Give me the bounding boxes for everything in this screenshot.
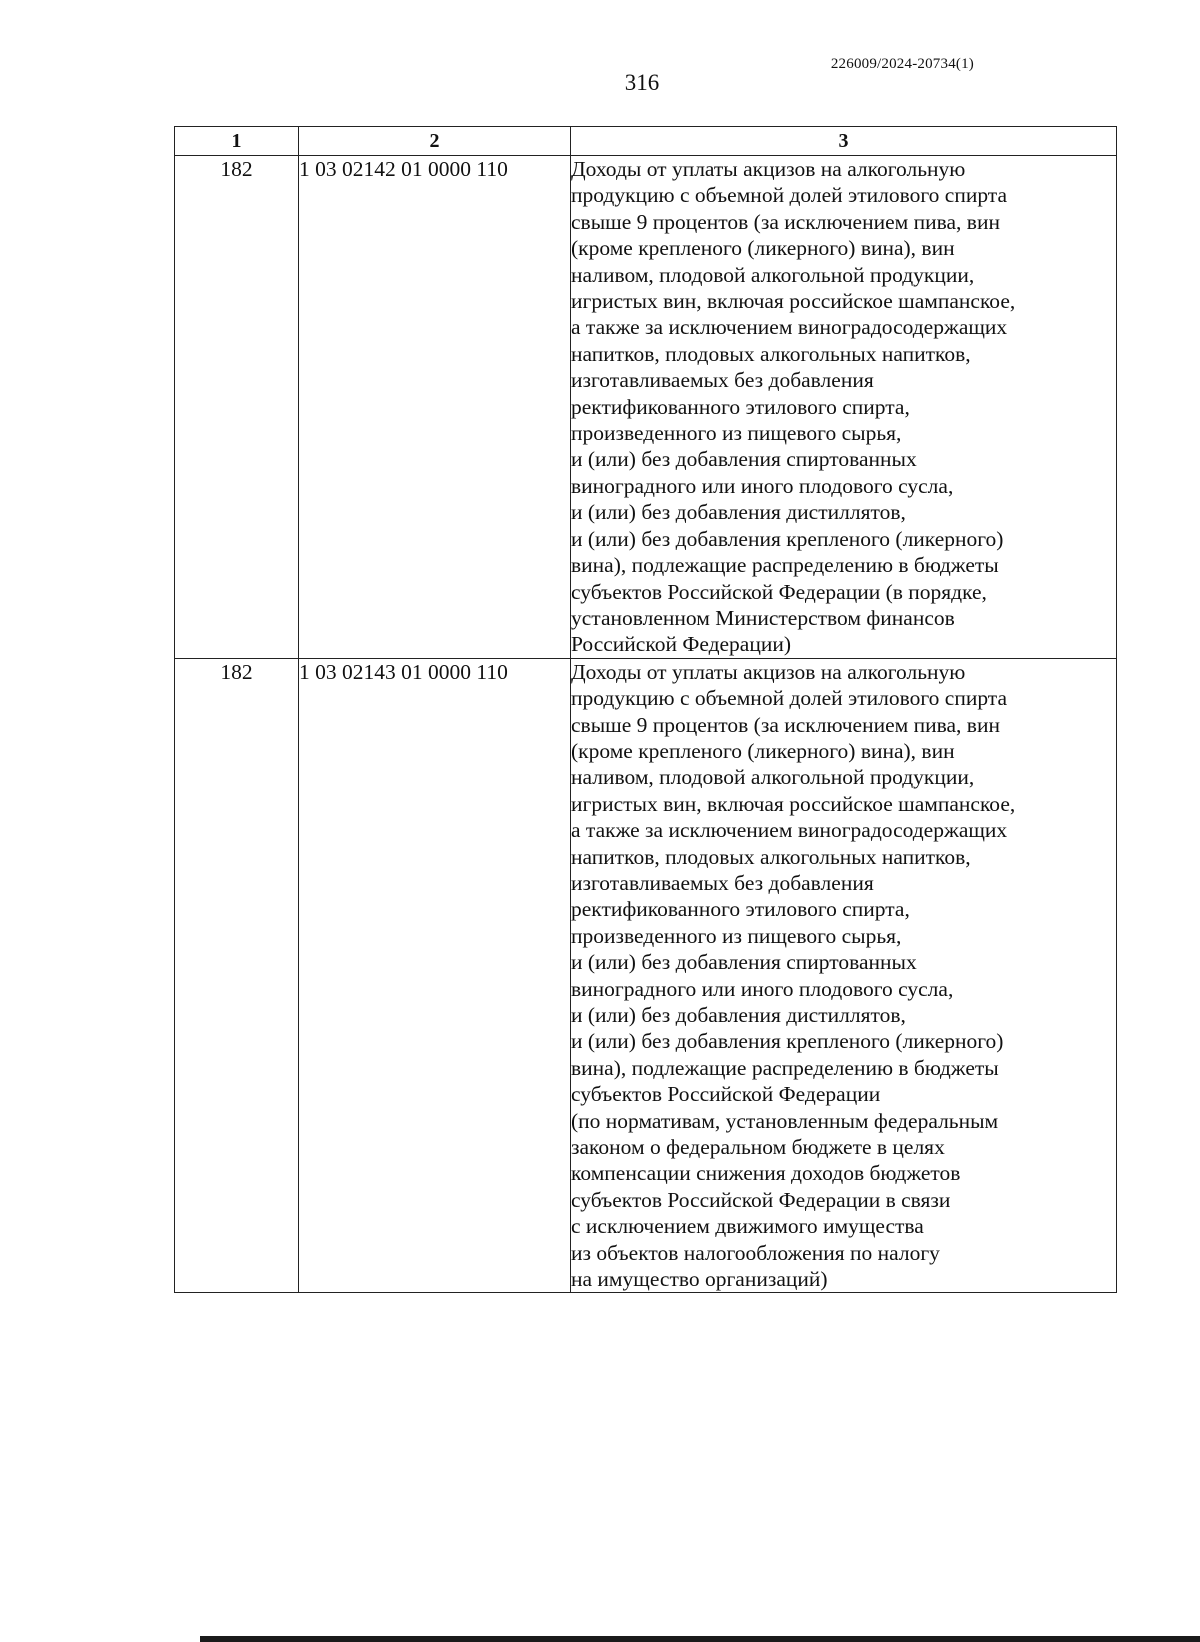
admin-code-cell: 182 [175, 156, 299, 659]
description-line: продукцию с объемной долей этилового спирта [571, 686, 1007, 711]
description-line: ректификованного этилового спирта, [571, 394, 910, 419]
description-line: и (или) без добавления крепленого (ликерного) [571, 1029, 1004, 1054]
description-line: и (или) без добавления спиртованных [571, 950, 917, 975]
description-line: изготавливаемых без добавления [571, 368, 874, 393]
description-line: субъектов Российской Федерации [571, 1082, 881, 1107]
description-line: Доходы от уплаты акцизов на алкогольную [571, 659, 966, 684]
table-body [175, 156, 1117, 1293]
description-line: продукцию с объемной долей этилового спирта [571, 183, 1007, 208]
description-line: из объектов налогообложения по налогу [571, 1240, 940, 1265]
description-line: напитков, плодовых алкогольных напитков, [571, 844, 971, 869]
scan-edge-bar [200, 1636, 1200, 1642]
description-cell [571, 156, 1117, 659]
description-line: напитков, плодовых алкогольных напитков, [571, 341, 971, 366]
admin-code-cell: 182 [175, 658, 299, 1293]
description-line: субъектов Российской Федерации (в порядке, [571, 579, 987, 604]
description-line: и (или) без добавления дистиллятов, [571, 500, 906, 525]
description-line: произведенного из пищевого сырья, [571, 421, 902, 446]
description-line: и (или) без добавления дистиллятов, [571, 1003, 906, 1027]
description-line: субъектов Российской Федерации в связи [571, 1187, 951, 1212]
table-row [175, 156, 1117, 659]
column-header-2: 2 [299, 127, 571, 156]
description-line: (кроме крепленого (ликерного) вина), вин [571, 236, 955, 261]
page-number: 316 [624, 70, 660, 95]
description-line: свыше 9 процентов (за исключением пива, вин [571, 712, 1000, 737]
description-line: а также за исключением виноградосодержащих [571, 818, 1008, 843]
description-line: Российской Федерации) [571, 632, 792, 657]
description-line: виноградного или иного плодового сусла, [571, 473, 954, 498]
description-line: законом о федеральном бюджете в целях [571, 1135, 945, 1160]
description-line: изготавливаемых без добавления [571, 870, 874, 895]
description-line: игристых вин, включая российское шампанское, [571, 289, 1016, 314]
description-cell [571, 658, 1117, 1293]
budget-classification-code-cell: 1 03 02143 01 0000 110 [299, 658, 571, 1293]
description-line: на имущество организаций) [571, 1267, 828, 1292]
description-line: виноградного или иного плодового сусла, [571, 976, 954, 1001]
description-line: и (или) без добавления спиртованных [571, 447, 917, 472]
table-header-row [175, 127, 1117, 156]
description-line: произведенного из пищевого сырья, [571, 923, 902, 948]
description-line: а также за исключением виноградосодержащих [571, 315, 1008, 340]
description-line: свыше 9 процентов (за исключением пива, вин [571, 209, 1000, 234]
column-header-1: 1 [175, 127, 299, 156]
budget-classification-code-cell: 1 03 02142 01 0000 110 [299, 156, 571, 659]
description-line: наливом, плодовой алкогольной продукции, [571, 262, 975, 287]
table-row [175, 658, 1117, 1293]
description-line: наливом, плодовой алкогольной продукции, [571, 765, 975, 790]
column-header-3: 3 [571, 127, 1117, 156]
description-line: и (или) без добавления крепленого (ликерного) [571, 526, 1004, 551]
document-reference-number: 226009/2024-20734(1) [830, 56, 974, 72]
description-line: с исключением движимого имущества [571, 1214, 924, 1239]
description-line: игристых вин, включая российское шампанское, [571, 791, 1016, 816]
description-line: ректификованного этилового спирта, [571, 897, 910, 922]
description-line: Доходы от уплаты акцизов на алкогольную [571, 157, 966, 181]
description-line: (кроме крепленого (ликерного) вина), вин [571, 738, 955, 763]
description-line: компенсации снижения доходов бюджетов [571, 1161, 961, 1186]
budget-codes-table [174, 126, 1117, 1293]
description-line: вина), подлежащие распределению в бюджеты [571, 553, 999, 578]
table-header [175, 127, 1117, 156]
description-line: установленном Министерством финансов [571, 605, 955, 630]
description-line: вина), подлежащие распределению в бюджеты [571, 1055, 999, 1080]
description-line: (по нормативам, установленным федеральным [571, 1108, 999, 1133]
